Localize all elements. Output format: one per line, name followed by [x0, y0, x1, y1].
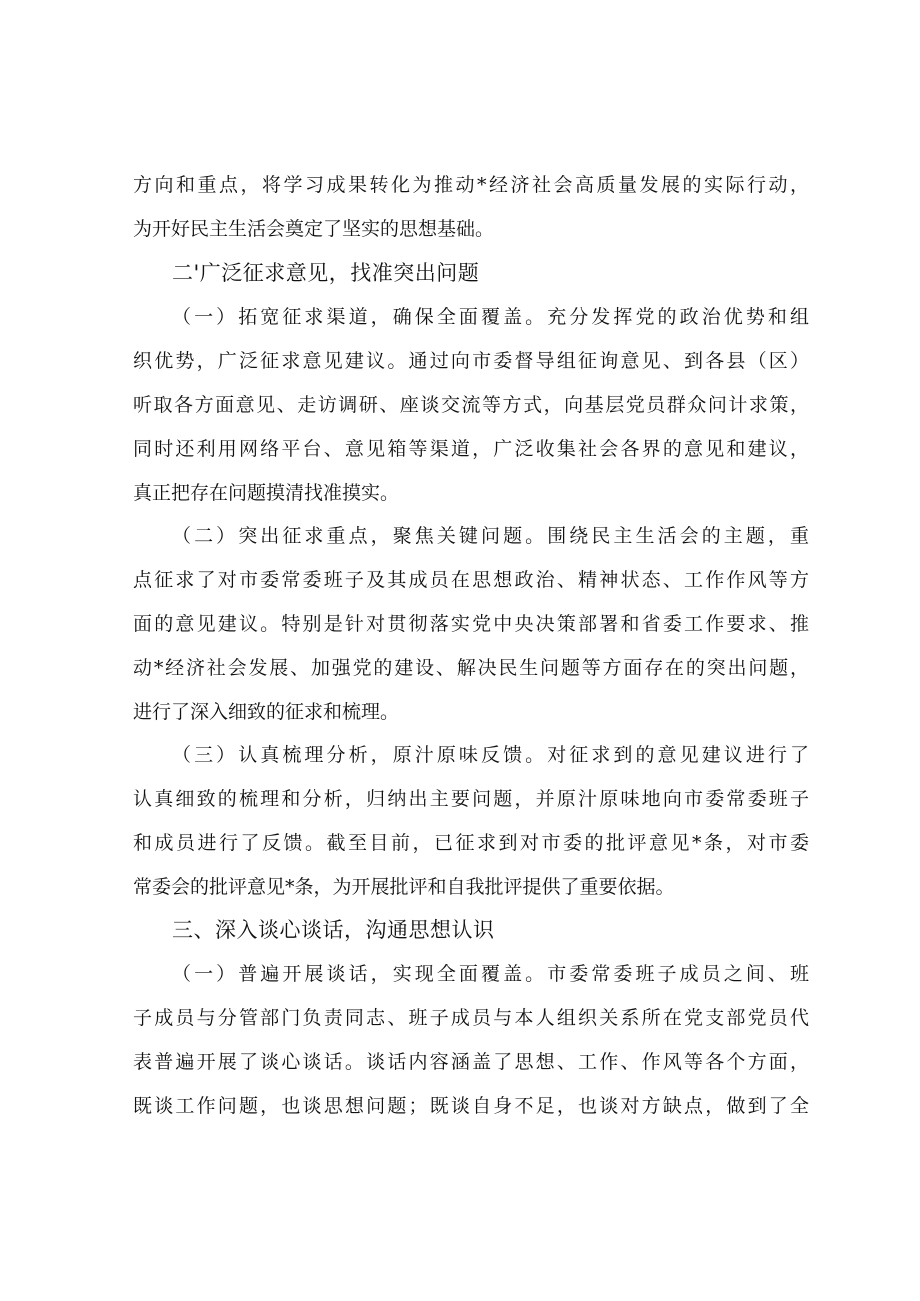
paragraph-line: （一）拓宽征求渠道，确保全面覆盖。充分发挥党的政治优势和组: [172, 306, 809, 328]
paragraph-line: 听取各方面意见、走访调研、座谈交流等方式，向基层党员群众问计求策，: [133, 394, 809, 416]
paragraph-line: 真正把存在问题摸清找准摸实。: [133, 482, 400, 504]
paragraph-line: （二）突出征求重点，聚焦关键问题。围绕民主生活会的主题，重: [172, 525, 809, 547]
paragraph-line: （一）普遍开展谈话，实现全面覆盖。市委常委班子成员之间、班: [172, 963, 809, 985]
paragraph-line: 和成员进行了反馈。截至目前，已征求到对市委的批评意见*条，对市委: [133, 832, 809, 854]
section-heading-3: 三、深入谈心谈话，沟通思想认识: [172, 918, 495, 942]
intro-line-1: 方向和重点，将学习成果转化为推动*经济社会高质量发展的实际行动，: [133, 174, 809, 196]
paragraph-line: 子成员与分管部门负责同志、班子成员与本人组织关系所在党支部党员代: [133, 1007, 809, 1029]
paragraph-line: 点征求了对市委常委班子及其成员在思想政治、精神状态、工作作风等方: [133, 569, 809, 591]
paragraph-line: 认真细致的梳理和分析，归纳出主要问题，并原汁原味地向市委常委班子: [133, 788, 809, 810]
paragraph-line: 常委会的批评意见*条，为开展批评和自我批评提供了重要依据。: [133, 876, 675, 898]
paragraph-line: 织优势，广泛征求意见建议。通过向市委督导组征询意见、到各县（区）: [133, 350, 809, 372]
section-heading-2: 二'广泛征求意见，找准突出问题: [172, 261, 480, 285]
paragraph-line: 既谈工作问题，也谈思想问题；既谈自身不足，也谈对方缺点，做到了全: [133, 1095, 809, 1117]
paragraph-line: 同时还利用网络平台、意见箱等渠道，广泛收集社会各界的意见和建议，: [133, 438, 809, 460]
paragraph-line: 动*经济社会发展、加强党的建设、解决民生问题等方面存在的突出问题，: [133, 657, 809, 679]
paragraph-line: 进行了深入细致的征求和梳理。: [133, 701, 400, 723]
paragraph-line: 面的意见建议。特别是针对贯彻落实党中央决策部署和省委工作要求、推: [133, 613, 809, 635]
paragraph-line: 表普遍开展了谈心谈话。谈话内容涵盖了思想、工作、作风等各个方面，: [133, 1051, 809, 1073]
paragraph-line: （三）认真梳理分析，原汁原味反馈。对征求到的意见建议进行了: [172, 744, 809, 766]
intro-line-2: 为开好民主生活会奠定了坚实的思想基础。: [133, 218, 495, 240]
